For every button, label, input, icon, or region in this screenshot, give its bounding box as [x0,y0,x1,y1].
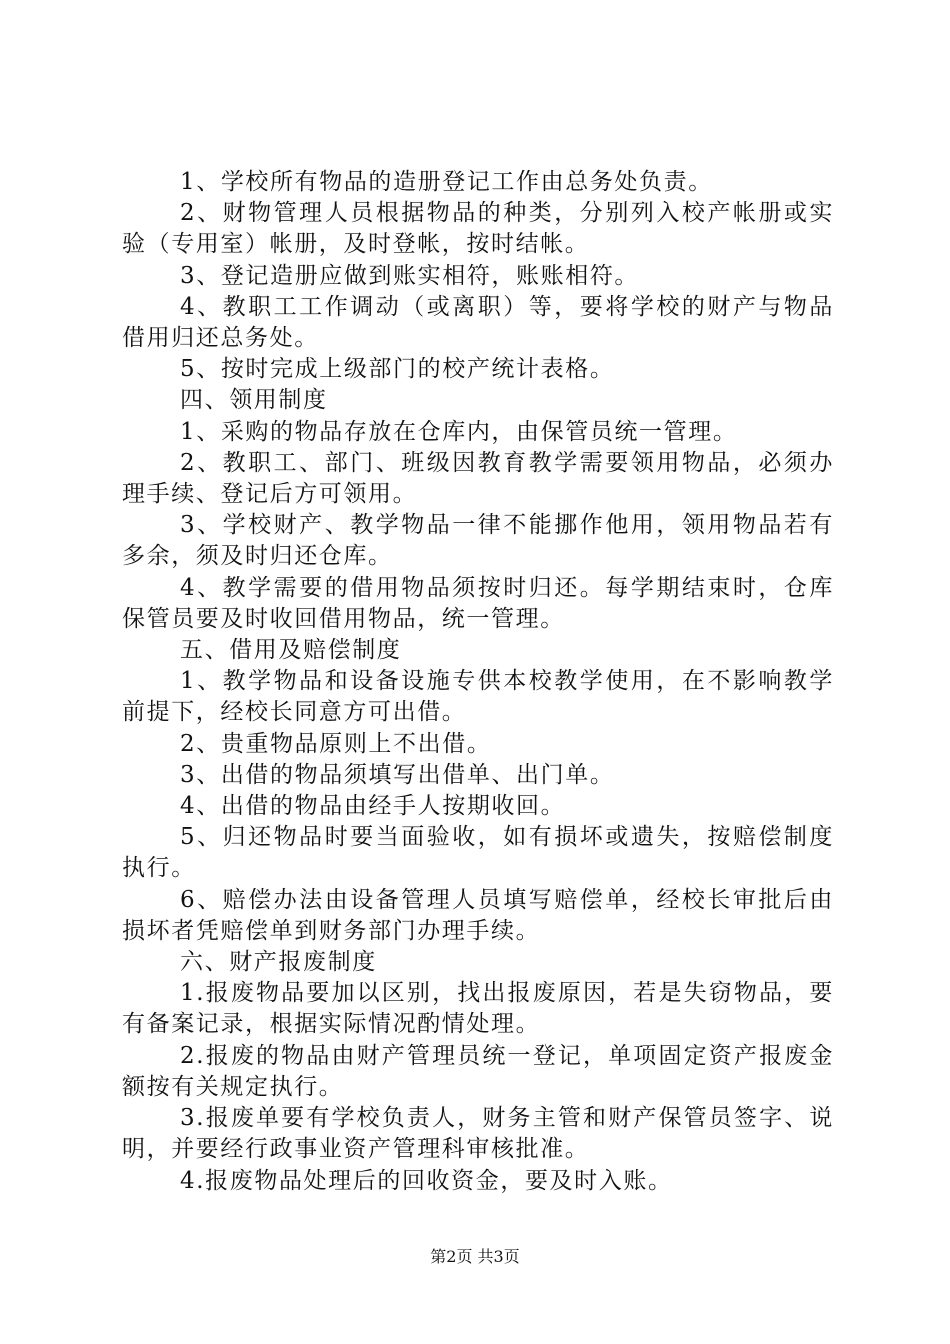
paragraph: 2、贵重物品原则上不出借。 [180,730,492,757]
section-heading: 五、借用及赔偿制度 [180,637,402,664]
document-body [122,167,834,1197]
paragraph: 2.报废的物品由财产管理员统一登记，单项固定资产报废金额按有关规定执行。 [122,1042,834,1100]
paragraph: 3、出借的物品须填写出借单、出门单。 [180,761,615,788]
paragraph: 1、采购的物品存放在仓库内，由保管员统一管理。 [180,418,738,445]
paragraph: 3、登记造册应做到账实相符，账账相符。 [180,262,640,289]
paragraph: 6、赔偿办法由设备管理人员填写赔偿单，经校长审批后由损坏者凭赔偿单到财务部门办理手续。 [122,886,834,944]
paragraph: 2、教职工、部门、班级因教育教学需要领用物品，必须办理手续、登记后方可领用。 [122,449,834,508]
paragraph: 4、出借的物品由经手人按期收回。 [180,793,566,820]
paragraph: 3.报废单要有学校负责人，财务主管和财产保管员签字、说明，并要经行政事业资产管理科审核批准。 [122,1105,834,1163]
paragraph: 4、教职工工作调动（或离职）等，要将学校的财产与物品借用归还总务处。 [122,293,834,352]
paragraph: 3、学校财产、教学物品一律不能挪作他用，领用物品若有多余，须及时归还仓库。 [122,512,834,570]
paragraph: 4.报废物品处理后的回收资金，要及时入账。 [180,1167,673,1194]
paragraph: 2、财物管理人员根据物品的种类，分别列入校产帐册或实验（专用室）帐册，及时登帐，按时结帐。 [122,200,834,258]
paragraph: 4、教学需要的借用物品须按时归还。每学期结束时，仓库保管员要及时收回借用物品，统一管理。 [122,574,834,632]
paragraph: 1、教学物品和设备设施专供本校教学使用，在不影响教学前提下，经校长同意方可出借。 [122,668,834,726]
paragraph: 1、学校所有物品的造册登记工作由总务处负责。 [180,169,713,195]
page-number-footer: 第2页 共3页 [430,1247,520,1266]
section-heading: 四、领用制度 [180,387,328,414]
section-heading: 六、财产报废制度 [180,949,377,976]
paragraph: 5、按时完成上级部门的校产统计表格。 [180,356,615,383]
paragraph: 5、归还物品时要当面验收，如有损坏或遗失，按赔偿制度执行。 [122,824,834,882]
paragraph: 1.报废物品要加以区别，找出报废原因，若是失窃物品，要有备案记录，根据实际情况酌情处理。 [122,980,834,1038]
